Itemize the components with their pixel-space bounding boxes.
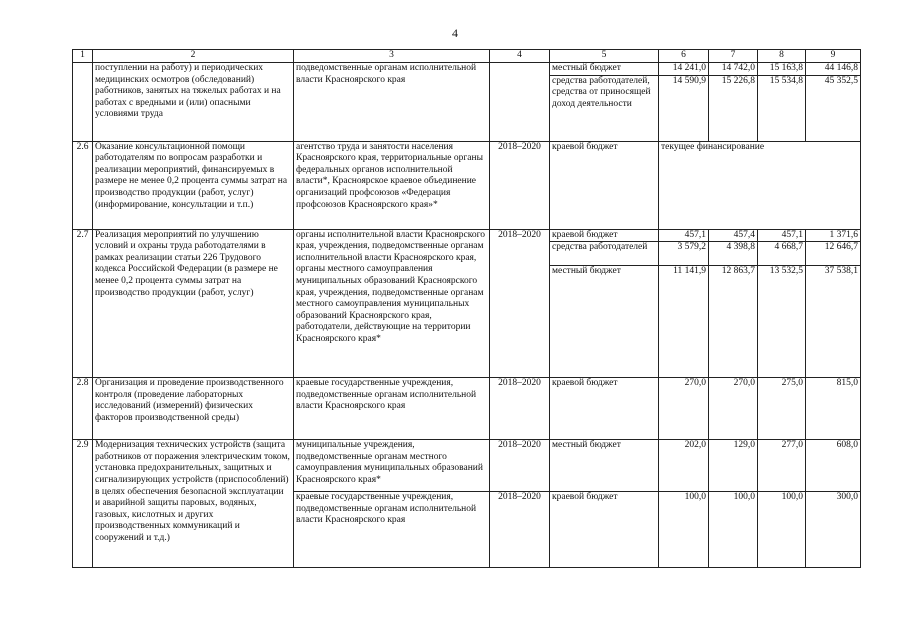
- value-total: 608,0: [806, 440, 861, 492]
- period-cell: [490, 63, 550, 142]
- period-cell: 2018–2020: [490, 378, 550, 440]
- value-2019: 270,0: [709, 378, 758, 440]
- page-number: 4: [452, 26, 458, 40]
- activity-cell: Организация и проведение производственного контроля (проведение лабораторных исследований (измерений) физических факторов производственной среды): [93, 378, 294, 440]
- activity-cell: Оказание консультационной помощи работодателям по вопросам разработки и реализации мероприятий, финансируемых в размере не менее 0,2 процента суммы затрат на производство продукции (работ, услуг) (информирование, консультации и т.п.): [93, 141, 294, 229]
- table-row: [73, 378, 861, 440]
- program-table: [72, 49, 861, 568]
- value-2020: 15 534,8: [758, 75, 806, 141]
- column-header: 5: [550, 50, 659, 63]
- value-2020: 4 668,7: [758, 242, 806, 266]
- executor-cell: муниципальные учреждения, подведомственные органам местного самоуправления муниципальных образований Красноярского края*: [294, 440, 490, 492]
- value-2019: 15 226,8: [709, 75, 758, 141]
- activity-cell: Реализация мероприятий по улучшению условий и охраны труда работодателями в рамках реализации статьи 226 Трудового кодекса Российской Федерации (в размере не менее 0,2 процента суммы затрат на производство продукции (работ, услуг): [93, 229, 294, 378]
- value-2019: 12 863,7: [709, 266, 758, 378]
- value-total: 1 371,6: [806, 229, 861, 242]
- executor-cell: органы исполнительной власти Красноярского края, учреждения, подведомственные органам исполнительной власти Красноярского края, органы местного самоуправления муниципальных образований Красноярского края, учреждения, подведомственные органам местного самоуправления муниципальных образований Красноярского края, работодатели, действующие на территории Красноярского края*: [294, 229, 490, 378]
- executor-cell: агентство труда и занятости населения Красноярского края, территориальные органы федеральных органов исполнительной власти*, Красноярское краевое объединение организаций профсоюзов «Федерация профсоюзов Красноярского края»*: [294, 141, 490, 229]
- column-header: 4: [490, 50, 550, 63]
- column-number-row: [73, 50, 861, 63]
- source-cell: средства работодателей: [550, 242, 659, 266]
- executor-cell: краевые государственные учреждения, подведомственные органам исполнительной власти Красноярского края: [294, 378, 490, 440]
- source-cell: краевой бюджет: [550, 492, 659, 568]
- value-2019: 4 398,8: [709, 242, 758, 266]
- value-2020: 100,0: [758, 492, 806, 568]
- value-2018: 270,0: [659, 378, 709, 440]
- value-total: 300,0: [806, 492, 861, 568]
- source-cell: местный бюджет: [550, 266, 659, 378]
- value-total: 45 352,5: [806, 75, 861, 141]
- value-2019: 457,4: [709, 229, 758, 242]
- value-total: 44 146,8: [806, 63, 861, 76]
- column-header: 3: [294, 50, 490, 63]
- source-cell: местный бюджет: [550, 440, 659, 492]
- period-cell: 2018–2020: [490, 229, 550, 378]
- period-cell: 2018–2020: [490, 141, 550, 229]
- row-index: [73, 63, 93, 142]
- period-cell: 2018–2020: [490, 440, 550, 492]
- value-2020: 15 163,8: [758, 63, 806, 76]
- table-row: [73, 440, 861, 492]
- value-2018: 11 141,9: [659, 266, 709, 378]
- source-cell: краевой бюджет: [550, 378, 659, 440]
- value-2019: 129,0: [709, 440, 758, 492]
- source-cell: средства работодателей, средства от приносящей доход деятельности: [550, 75, 659, 141]
- source-cell: краевой бюджет: [550, 229, 659, 242]
- value-2018: 14 590,9: [659, 75, 709, 141]
- row-index: 2.6: [73, 141, 93, 229]
- value-2018: 14 241,0: [659, 63, 709, 76]
- column-header: 6: [659, 50, 709, 63]
- activity-cell: поступлении на работу) и периодических медицинских осмотров (обследований) работников, занятых на тяжелых работах и на работах с вредными и (или) опасными условиями труда: [93, 63, 294, 142]
- value-2018: 457,1: [659, 229, 709, 242]
- period-cell: 2018–2020: [490, 492, 550, 568]
- financing-note: текущее финансирование: [659, 141, 861, 229]
- value-total: 815,0: [806, 378, 861, 440]
- source-cell: краевой бюджет: [550, 141, 659, 229]
- value-2019: 14 742,0: [709, 63, 758, 76]
- row-index: 2.9: [73, 440, 93, 568]
- column-header: 9: [806, 50, 861, 63]
- table-row: [73, 141, 861, 229]
- value-2020: 277,0: [758, 440, 806, 492]
- value-2018: 202,0: [659, 440, 709, 492]
- value-2020: 275,0: [758, 378, 806, 440]
- table-row: [73, 63, 861, 76]
- column-header: 8: [758, 50, 806, 63]
- value-2019: 100,0: [709, 492, 758, 568]
- table-row: [73, 229, 861, 242]
- activity-cell: Модернизация технических устройств (защита работников от поражения электрическим током, установка предохранительных, защитных и сигнализирующих устройств (приспособлений) в целях обеспечения безопасной эксплуатации и аварийной защиты паровых, водяных, газовых, кислотных и других производственных коммуникаций и сооружений и т.д.): [93, 440, 294, 568]
- value-2018: 100,0: [659, 492, 709, 568]
- value-2020: 457,1: [758, 229, 806, 242]
- executor-cell: краевые государственные учреждения, подведомственные органам исполнительной власти Красноярского края: [294, 492, 490, 568]
- source-cell: местный бюджет: [550, 63, 659, 76]
- row-index: 2.7: [73, 229, 93, 378]
- value-total: 12 646,7: [806, 242, 861, 266]
- column-header: 7: [709, 50, 758, 63]
- column-header: 1: [73, 50, 93, 63]
- executor-cell: подведомственные органам исполнительной власти Красноярского края: [294, 63, 490, 142]
- value-2018: 3 579,2: [659, 242, 709, 266]
- row-index: 2.8: [73, 378, 93, 440]
- value-total: 37 538,1: [806, 266, 861, 378]
- column-header: 2: [93, 50, 294, 63]
- value-2020: 13 532,5: [758, 266, 806, 378]
